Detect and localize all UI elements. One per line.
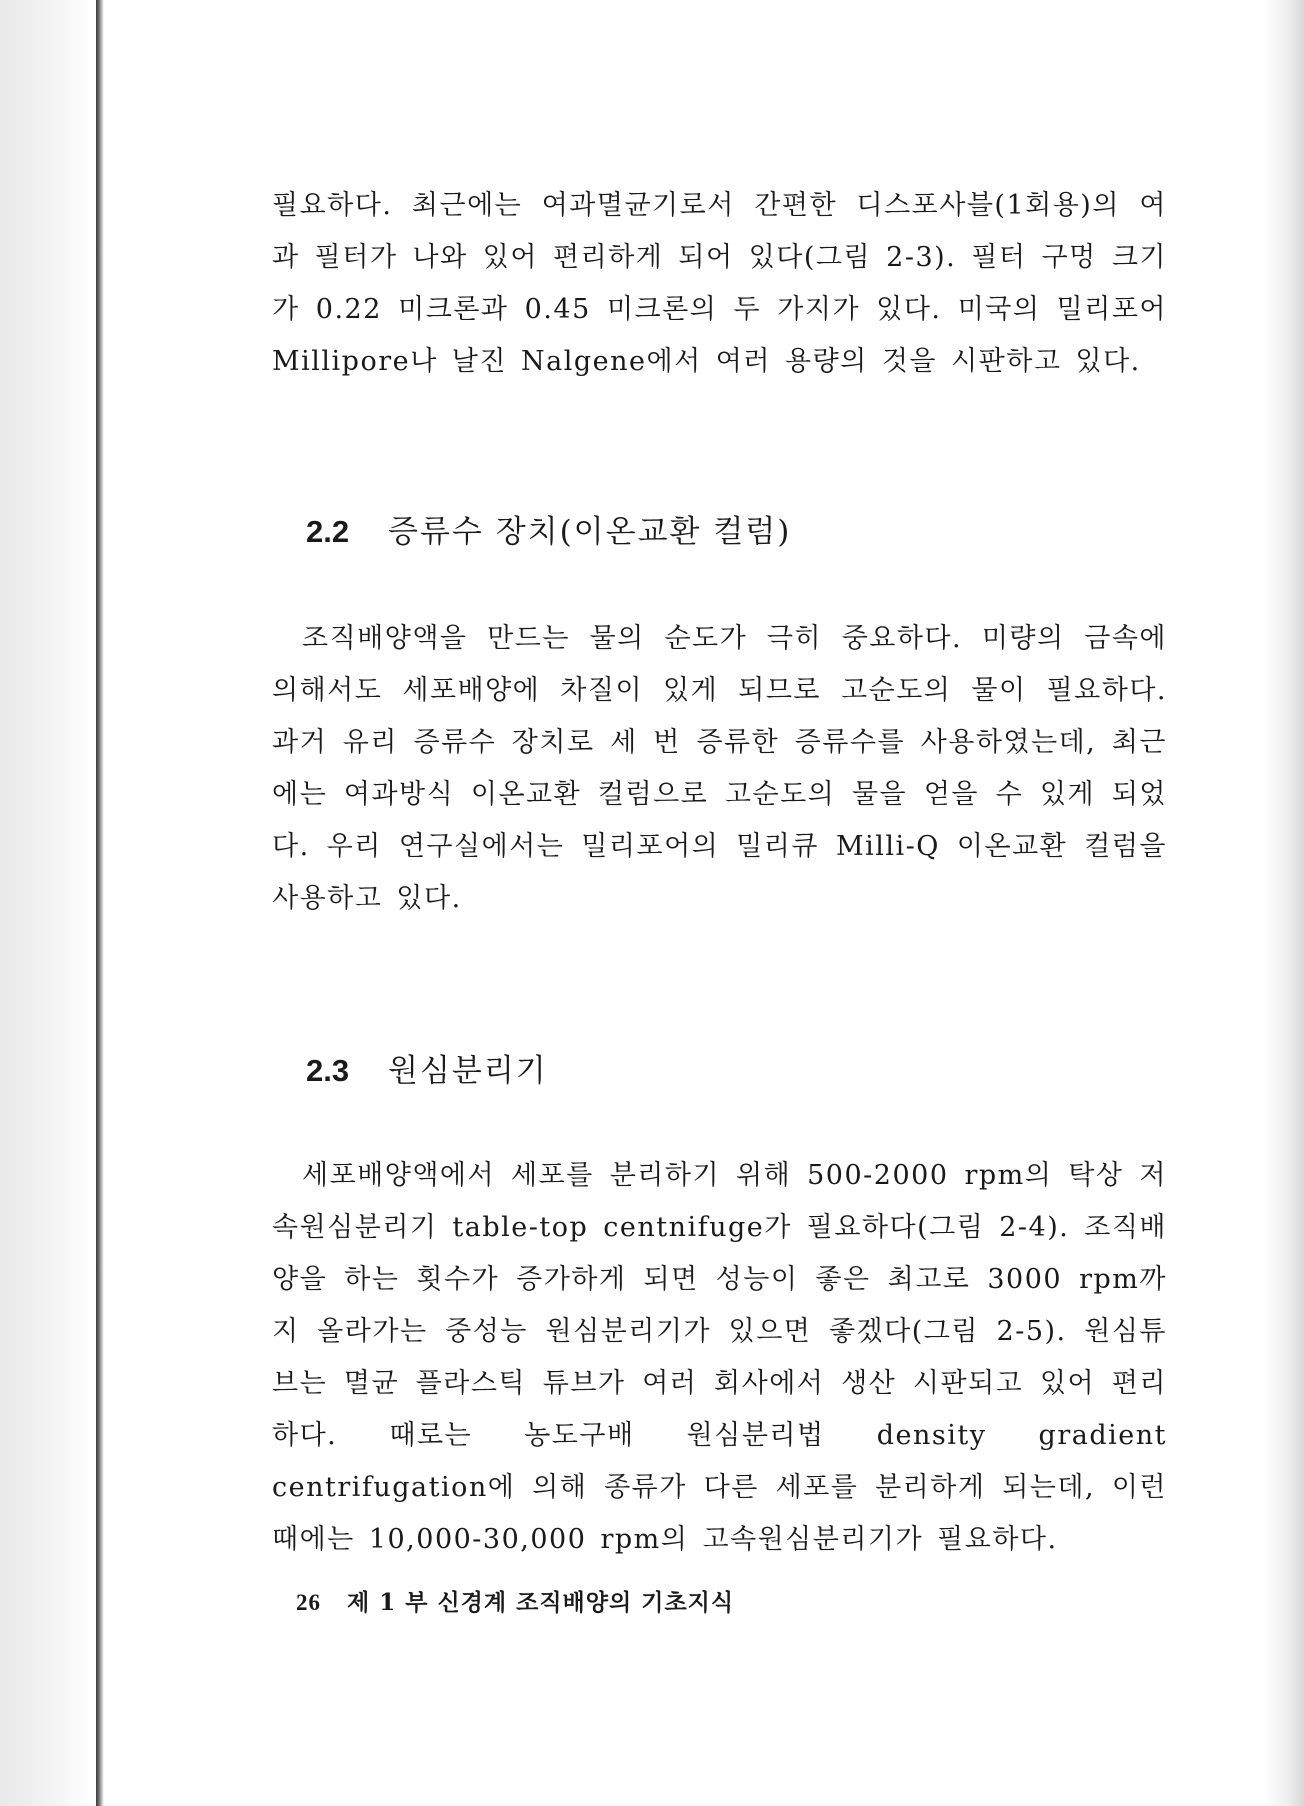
section-number: 2.3 [306,1053,350,1088]
paragraph-centrifuge: 세포배양액에서 세포를 분리하기 위해 500-2000 rpm의 탁상 저속원심분리기 table-top centnifuge가 필요하다(그림 2-4). 조직배양을 하는 횟수가 증가하게 되면 성능이 좋은 최고로 3000 rpm까지 올라가는 중성능 원심분리기가 있으면 좋겠다(그림 2-5). 원심튜브는 멸균 플라스틱 튜브가 여러 회사에서 생산 시판되고 있어 편리하다. 때로는 농도구배 원심분리법 density gradient centrifugation에 의해 종류가 다른 세포를 분리하게 되는데, 이런 때에는 10,000-30,000 rpm의 고속원심분리기가 필요하다. [272,1160,1167,1555]
section-heading-2-2 [306,506,1167,551]
page-shadow-left [0,0,92,1806]
paragraph-distilled-water: 조직배양액을 만드는 물의 순도가 극히 중요하다. 미량의 금속에 의해서도 세포배양에 차질이 있게 되므로 고순도의 물이 필요하다. 과거 유리 증류수 장치로 세 번 증류한 증류수를 사용하였는데, 최근에는 여과방식 이온교환 컬럼으로 고순도의 물을 얻을 수 있게 되었다. 우리 연구실에서는 밀리포어의 밀리큐 Milli-Q 이온교환 컬럼을 사용하고 있다. [272,623,1167,914]
page-number: 26 [296,1590,321,1615]
section-title: 원심분리기 [388,1053,548,1089]
section-title: 증류수 장치(이온교환 컬럼) [388,514,792,550]
section-number: 2.2 [306,514,350,549]
running-title: 제 1 부 신경계 조직배양의 기초지식 [347,1589,735,1616]
page-shadow-right [1264,0,1304,1806]
section-heading-2-3 [306,1045,1167,1090]
page-footer [296,1584,734,1617]
page-body [272,180,1167,1566]
page-edge-left [96,0,104,1806]
paragraph-filter: 필요하다. 최근에는 여과멸균기로서 간편한 디스포사블(1회용)의 여과 필터가 나와 있어 편리하게 되어 있다(그림 2-3). 필터 구멍 크기가 0.22 미크론과 0.45 미크론의 두 가지가 있다. 미국의 밀리포어 Millipore나 날진 Nalgene에서 여러 용량의 것을 시판하고 있다. [272,190,1167,377]
